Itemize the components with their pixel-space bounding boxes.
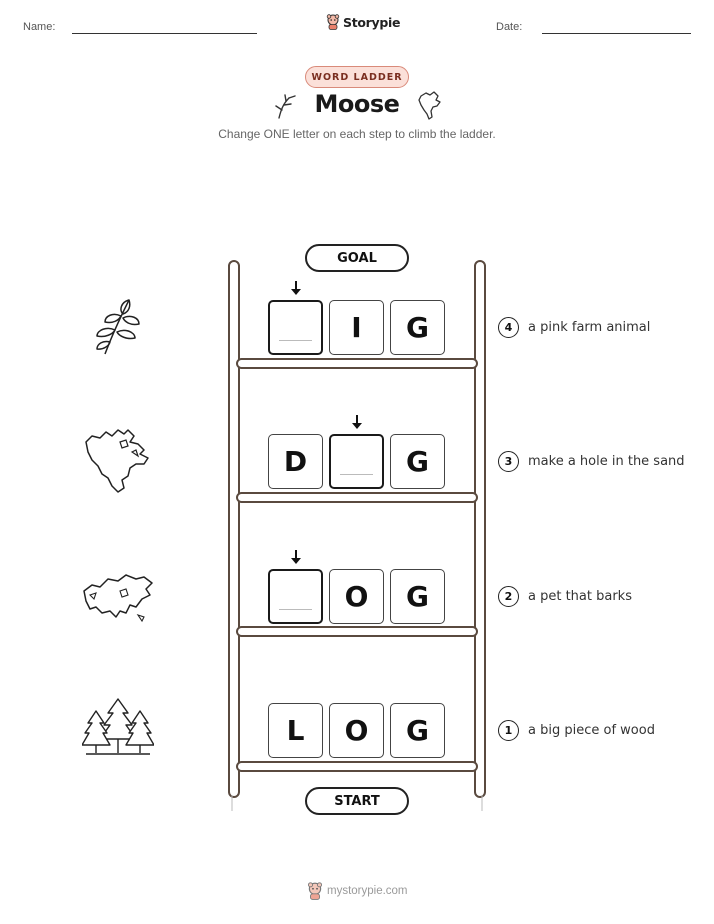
- step-number: 4: [498, 317, 519, 338]
- eurasia-icon: [80, 571, 156, 625]
- letter-tile: G: [390, 434, 445, 489]
- start-label: START: [305, 787, 409, 815]
- storypie-mascot-icon: [326, 14, 340, 30]
- arrow-down-icon: [351, 414, 363, 430]
- letter-input-blank[interactable]: [268, 300, 323, 355]
- clue-text: a pink farm animal: [528, 320, 651, 335]
- storypie-mascot-icon: [307, 882, 323, 900]
- letter-tile: G: [390, 569, 445, 624]
- name-line[interactable]: [72, 33, 257, 34]
- brand-logo: [326, 14, 400, 30]
- instructions: Change ONE letter on each step to climb the ladder.: [218, 127, 496, 141]
- clue: [498, 720, 655, 741]
- ladder-step-1: [0, 703, 714, 759]
- north-america-icon: [82, 428, 154, 496]
- letter-input-blank[interactable]: [268, 569, 323, 624]
- letter-tile: O: [329, 703, 384, 758]
- name-label: Name:: [23, 21, 56, 33]
- clue: [498, 317, 650, 338]
- clue: [498, 451, 685, 472]
- letter-tile: I: [329, 300, 384, 355]
- step-number: 2: [498, 586, 519, 607]
- arrow-down-icon: [290, 549, 302, 565]
- clue: [498, 586, 632, 607]
- leaves-icon: [91, 294, 145, 360]
- pine-trees-icon: [82, 697, 154, 759]
- letter-tile: L: [268, 703, 323, 758]
- clue-text: a pet that barks: [528, 589, 632, 604]
- letter-tile: D: [268, 434, 323, 489]
- ladder-step-2: [0, 569, 714, 625]
- letter-input-blank[interactable]: [329, 434, 384, 489]
- blank-underline: [279, 609, 312, 610]
- page-title: Moose: [314, 90, 400, 118]
- word-ladder-badge: WORD LADDER: [305, 66, 409, 88]
- letter-tile: G: [390, 300, 445, 355]
- letter-tile: G: [390, 703, 445, 758]
- step-number: 1: [498, 720, 519, 741]
- clue-text: a big piece of wood: [528, 723, 655, 738]
- date-label: Date:: [496, 21, 523, 33]
- goal-label: GOAL: [305, 244, 409, 272]
- north-america-small-icon: [416, 90, 444, 122]
- step-number: 3: [498, 451, 519, 472]
- clue-text: make a hole in the sand: [528, 454, 685, 469]
- ladder-step-3: [0, 434, 714, 490]
- ladder-step-4: [0, 300, 714, 356]
- letter-tile: O: [329, 569, 384, 624]
- blank-underline: [279, 340, 312, 341]
- blank-underline: [340, 474, 373, 475]
- date-line[interactable]: [542, 33, 691, 34]
- footer-url[interactable]: mystorypie.com: [327, 885, 408, 897]
- brand-name: Storypie: [343, 14, 401, 30]
- footer: [307, 882, 408, 900]
- arrow-down-icon: [290, 280, 302, 296]
